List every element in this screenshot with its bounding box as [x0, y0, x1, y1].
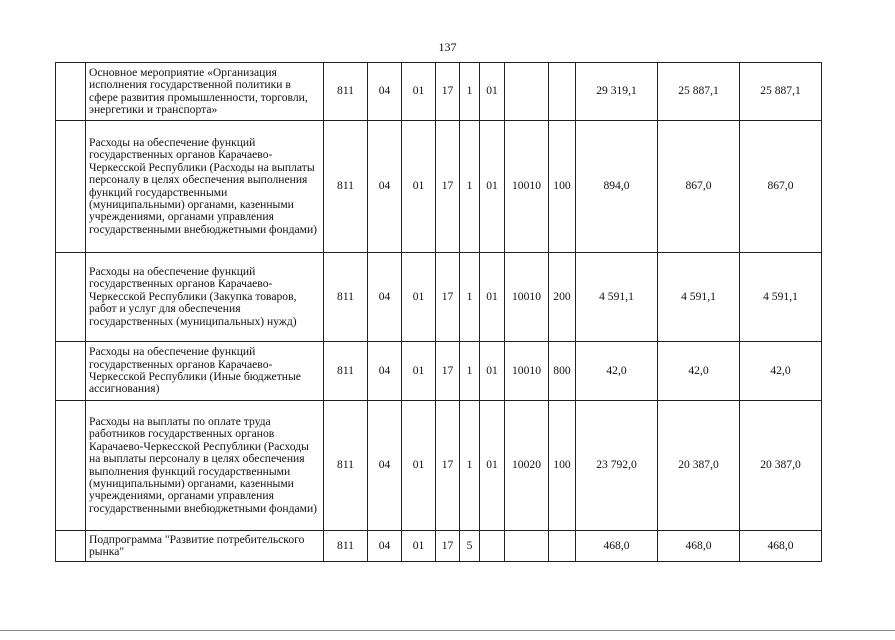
code-cell: 04 [368, 253, 402, 342]
amount-cell: 867,0 [740, 121, 822, 253]
code-cell: 01 [480, 342, 505, 401]
row-description: Расходы на обеспечение функций государственных органов Карачаево-Черкесской Республики (Расходы на выплаты персоналу в целях обеспечения выполнения функций государственными (муниципальными) органами, казенными учреждениями, органами управления государственными внебюджетными фондами) [86, 121, 324, 253]
amount-cell: 468,0 [576, 531, 658, 562]
code-cell: 1 [460, 401, 480, 531]
amount-cell: 20 387,0 [740, 401, 822, 531]
row-description: Основное мероприятие «Организация исполнения государственной политики в сфере развития промышленности, торговли, энергетики и транспорта» [86, 63, 324, 121]
code-cell: 1 [460, 342, 480, 401]
amount-cell: 23 792,0 [576, 401, 658, 531]
code-cell: 200 [549, 253, 576, 342]
table-row [56, 401, 822, 531]
page-number: 137 [438, 40, 457, 54]
code-cell: 811 [324, 253, 368, 342]
code-cell: 01 [480, 253, 505, 342]
table-row [56, 63, 822, 121]
row-index-cell [56, 401, 86, 531]
code-cell: 811 [324, 342, 368, 401]
code-cell: 01 [480, 63, 505, 121]
row-index-cell [56, 121, 86, 253]
amount-cell: 25 887,1 [740, 63, 822, 121]
amount-cell: 4 591,1 [658, 253, 740, 342]
table-row [56, 253, 822, 342]
code-cell: 811 [324, 63, 368, 121]
code-cell: 1 [460, 253, 480, 342]
amount-cell: 4 591,1 [576, 253, 658, 342]
code-cell [549, 63, 576, 121]
code-cell: 17 [436, 342, 460, 401]
code-cell: 17 [436, 63, 460, 121]
code-cell: 17 [436, 253, 460, 342]
row-description: Подпрограмма "Развитие потребительского рынка" [86, 531, 324, 562]
amount-cell: 4 591,1 [740, 253, 822, 342]
code-cell: 04 [368, 342, 402, 401]
page-bottom-line [0, 630, 895, 631]
code-cell: 01 [402, 342, 436, 401]
amount-cell: 468,0 [740, 531, 822, 562]
row-index-cell [56, 531, 86, 562]
code-cell: 01 [480, 401, 505, 531]
code-cell: 04 [368, 401, 402, 531]
code-cell: 811 [324, 121, 368, 253]
row-index-cell [56, 342, 86, 401]
code-cell: 5 [460, 531, 480, 562]
code-cell: 1 [460, 121, 480, 253]
budget-table [55, 62, 822, 562]
code-cell: 1 [460, 63, 480, 121]
row-description: Расходы на обеспечение функций государственных органов Карачаево-Черкесской Республики (Иные бюджетные ассигнования) [86, 342, 324, 401]
code-cell: 01 [402, 531, 436, 562]
row-index-cell [56, 63, 86, 121]
code-cell: 01 [480, 121, 505, 253]
amount-cell: 468,0 [658, 531, 740, 562]
code-cell: 01 [402, 63, 436, 121]
row-description: Расходы на выплаты по оплате труда работников государственных органов Карачаево-Черкесской Республики (Расходы на выплаты персоналу в целях обеспечения выполнения функций государственными (муниципальными) органами, казенными учреждениями, органами управления государственными внебюджетными фондами) [86, 401, 324, 531]
amount-cell: 29 319,1 [576, 63, 658, 121]
row-description: Расходы на обеспечение функций государственных органов Карачаево-Черкесской Республики (Закупка товаров, работ и услуг для обеспечения государственных (муниципальных) нужд) [86, 253, 324, 342]
amount-cell: 42,0 [576, 342, 658, 401]
amount-cell: 25 887,1 [658, 63, 740, 121]
code-cell [549, 531, 576, 562]
code-cell: 04 [368, 63, 402, 121]
code-cell: 17 [436, 531, 460, 562]
table-row [56, 531, 822, 562]
code-cell [505, 531, 549, 562]
code-cell: 100 [549, 121, 576, 253]
amount-cell: 20 387,0 [658, 401, 740, 531]
code-cell: 10020 [505, 401, 549, 531]
code-cell: 17 [436, 401, 460, 531]
code-cell: 100 [549, 401, 576, 531]
code-cell: 811 [324, 531, 368, 562]
code-cell: 10010 [505, 121, 549, 253]
code-cell: 10010 [505, 342, 549, 401]
amount-cell: 42,0 [658, 342, 740, 401]
code-cell: 01 [402, 121, 436, 253]
code-cell [505, 63, 549, 121]
code-cell [480, 531, 505, 562]
code-cell: 01 [402, 253, 436, 342]
code-cell: 01 [402, 401, 436, 531]
code-cell: 17 [436, 121, 460, 253]
table-row [56, 121, 822, 253]
amount-cell: 894,0 [576, 121, 658, 253]
code-cell: 800 [549, 342, 576, 401]
row-index-cell [56, 253, 86, 342]
table-row [56, 342, 822, 401]
code-cell: 10010 [505, 253, 549, 342]
table-body [56, 63, 822, 562]
amount-cell: 867,0 [658, 121, 740, 253]
code-cell: 04 [368, 121, 402, 253]
code-cell: 811 [324, 401, 368, 531]
code-cell: 04 [368, 531, 402, 562]
amount-cell: 42,0 [740, 342, 822, 401]
